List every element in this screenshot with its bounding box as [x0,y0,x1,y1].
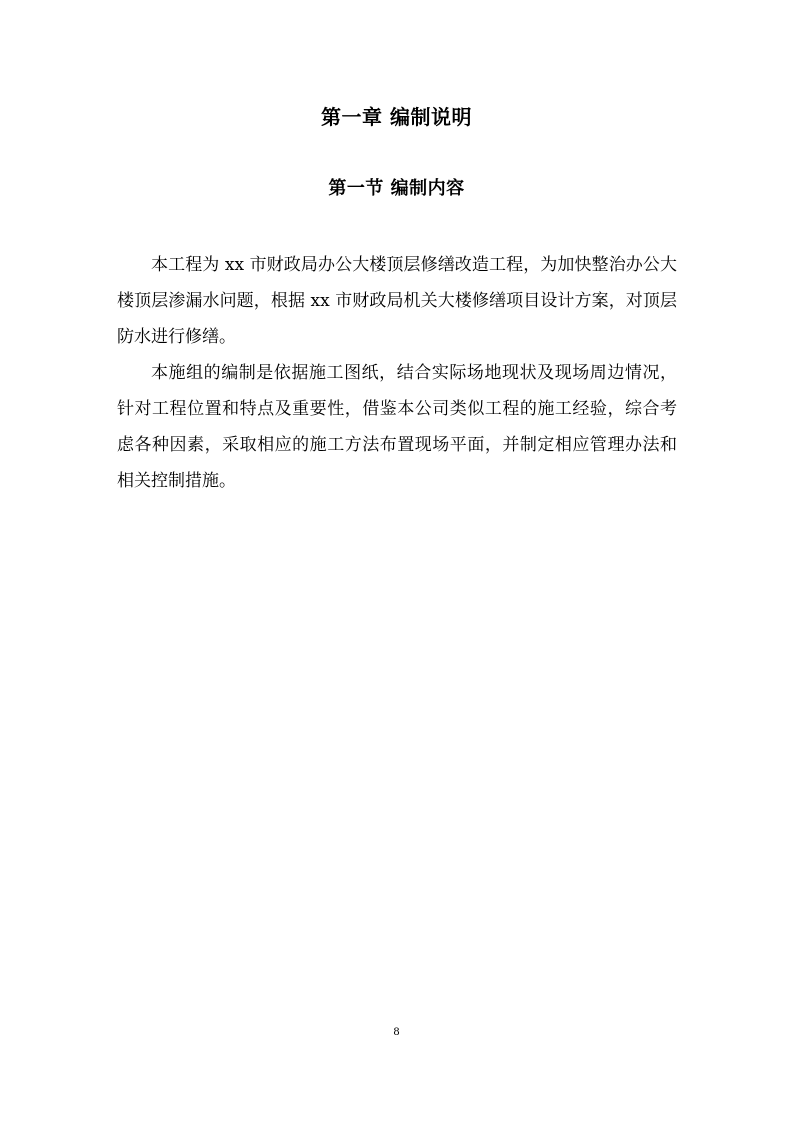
page-number: 8 [393,1024,400,1038]
section-title: 第一节 编制内容 [328,178,465,199]
body-text [117,247,677,499]
paragraph-2: 本施组的编制是依据施工图纸，结合实际场地现状及现场周边情况，针对工程位置和特点及重要性，借鉴本公司类似工程的施工经验，综合考虑各种因素，采取相应的施工方法布置现场平面，并制定相应管理办法和相关控制措施。 [117,363,677,491]
chapter-title: 第一章 编制说明 [321,105,472,129]
paragraph-1: 本工程为 xx 市财政局办公大楼顶层修缮改造工程，为加快整治办公大楼顶层渗漏水问题，根据 xx 市财政局机关大楼修缮项目设计方案，对顶层防水进行修缮。 [117,255,677,347]
